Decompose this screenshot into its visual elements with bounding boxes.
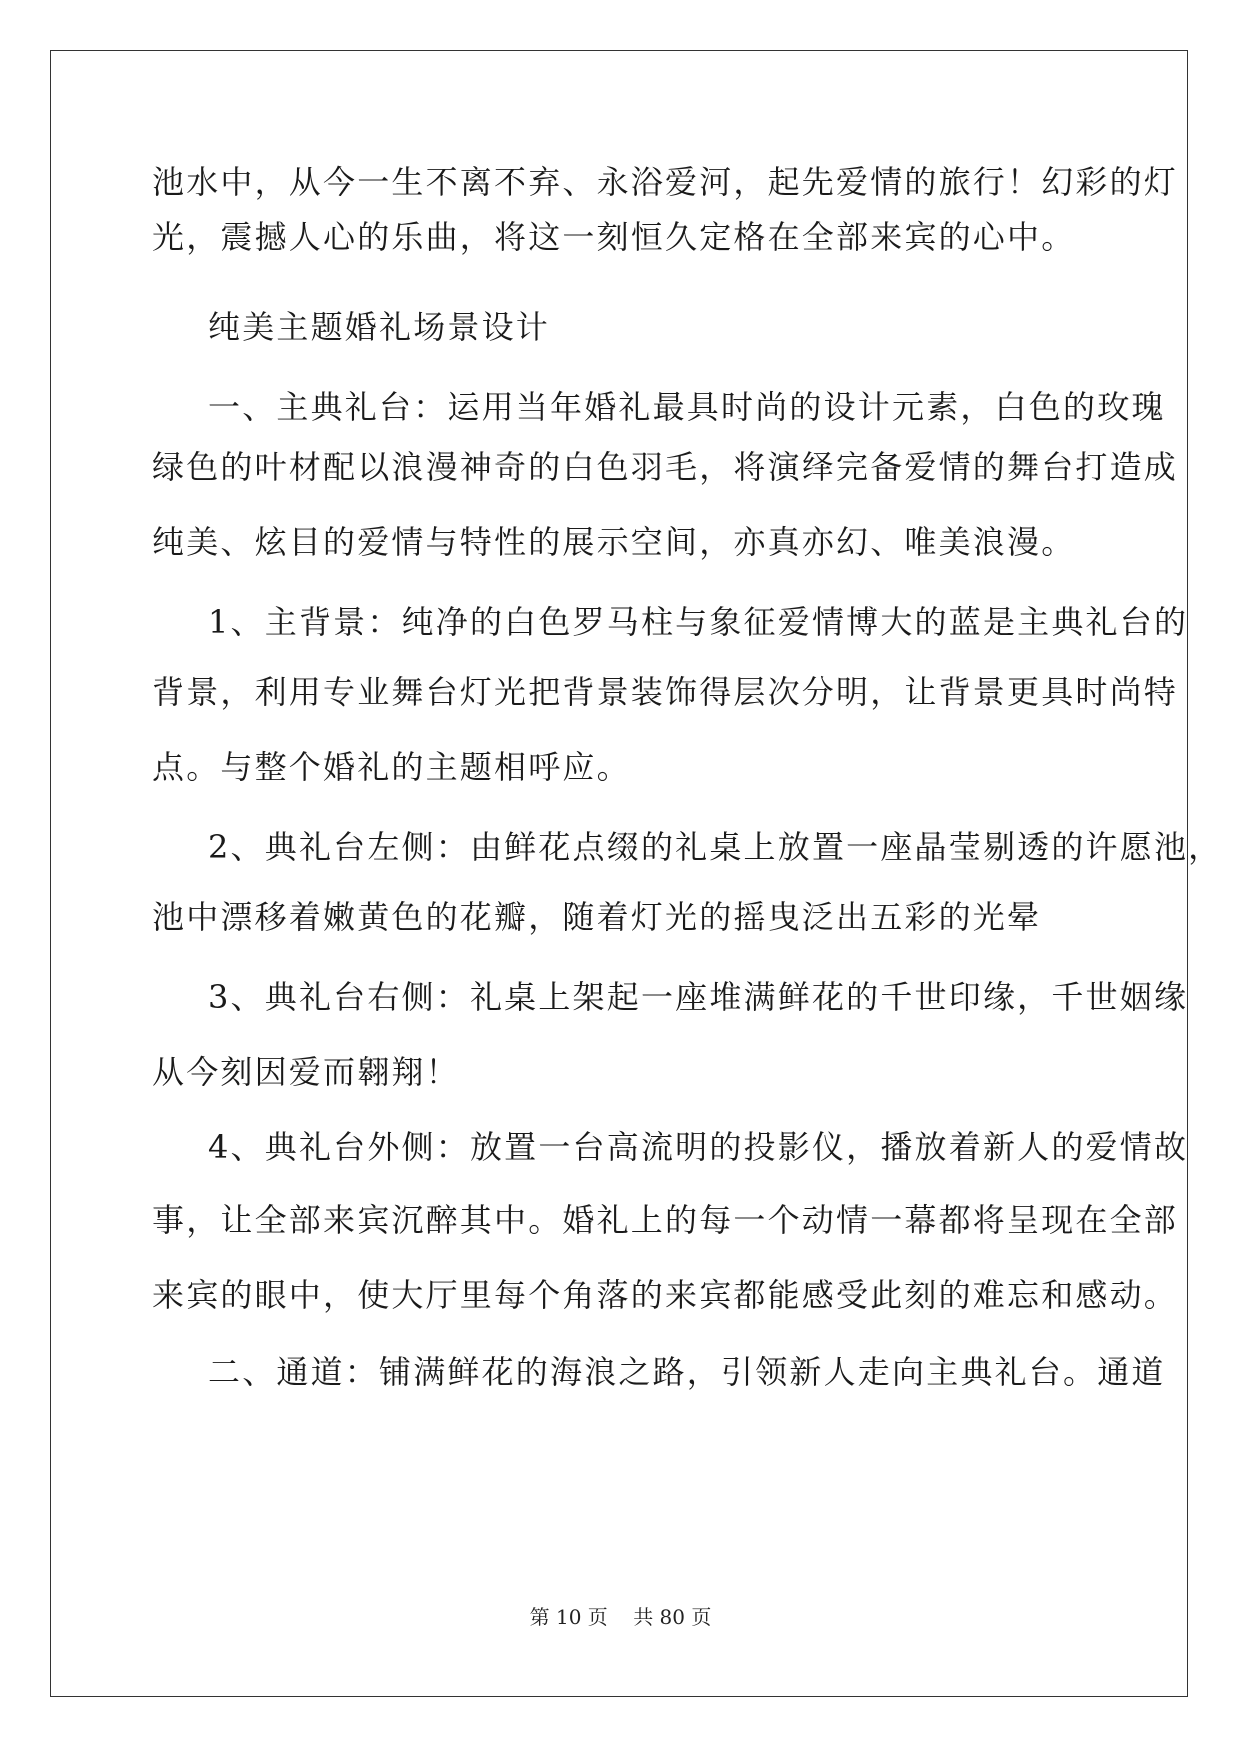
paragraph-line: 2、典礼台左侧：由鲜花点缀的礼桌上放置一座晶莹剔透的许愿池， bbox=[208, 828, 1223, 866]
paragraph-line: 4、典礼台外侧：放置一台高流明的投影仪，播放着新人的爱情故 bbox=[208, 1128, 1189, 1166]
paragraph-line: 纯美、炫目的爱情与特性的展示空间，亦真亦幻、唯美浪漫。 bbox=[152, 523, 1076, 561]
paragraph-line: 池中漂移着嫩黄色的花瓣，随着灯光的摇曳泛出五彩的光晕 bbox=[152, 898, 1042, 936]
page-frame bbox=[50, 50, 1188, 1697]
paragraph-line: 一、主典礼台：运用当年婚礼最具时尚的设计元素，白色的玫瑰 bbox=[208, 388, 1166, 426]
page-number-footer: 第 10 页 共 80 页 bbox=[529, 1605, 712, 1629]
section-heading: 纯美主题婚礼场景设计 bbox=[208, 308, 551, 346]
paragraph-line: 光，震撼人心的乐曲，将这一刻恒久定格在全部来宾的心中。 bbox=[152, 218, 1076, 256]
paragraph-line: 从今刻因爱而翱翔！ bbox=[152, 1053, 460, 1091]
paragraph-line: 1、主背景：纯净的白色罗马柱与象征爱情博大的蓝是主典礼台的 bbox=[208, 603, 1189, 641]
paragraph-line: 背景，利用专业舞台灯光把背景装饰得层次分明，让背景更具时尚特 bbox=[152, 673, 1179, 711]
paragraph-line: 3、典礼台右侧：礼桌上架起一座堆满鲜花的千世印缘，千世姻缘 bbox=[208, 978, 1189, 1016]
paragraph-line: 绿色的叶材配以浪漫神奇的白色羽毛，将演绎完备爱情的舞台打造成 bbox=[152, 448, 1179, 486]
paragraph-line: 来宾的眼中，使大厅里每个角落的来宾都能感受此刻的难忘和感动。 bbox=[152, 1276, 1179, 1314]
paragraph-line: 点。与整个婚礼的主题相呼应。 bbox=[152, 748, 631, 786]
paragraph-line: 事，让全部来宾沉醉其中。婚礼上的每一个动情一幕都将呈现在全部 bbox=[152, 1201, 1179, 1239]
paragraph-line: 二、通道：铺满鲜花的海浪之路，引领新人走向主典礼台。通道 bbox=[208, 1353, 1166, 1391]
paragraph-line: 池水中，从今一生不离不弃、永浴爱河，起先爱情的旅行！幻彩的灯 bbox=[152, 163, 1179, 201]
